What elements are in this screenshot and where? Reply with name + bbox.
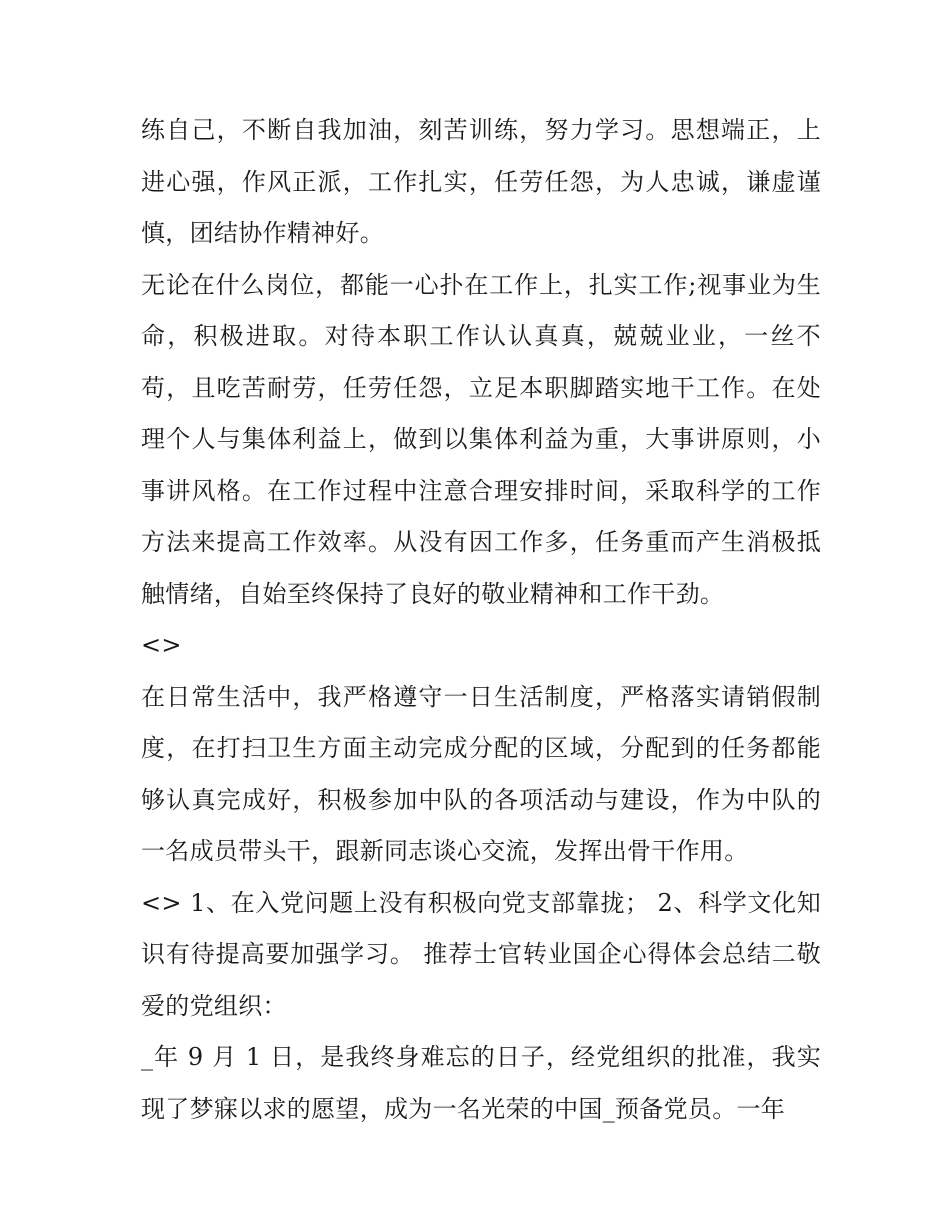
- paragraph-1: 练自己，不断自我加油，刻苦训练，努力学习。思想端正，上进心强，作风正派，工作扎实，任劳任怨，为人忠诚，谦虚谨慎，团结协作精神好。: [141, 116, 821, 247]
- paragraph-2: 无论在什么岗位，都能一心扑在工作上，扎实工作;视事业为生命，积极进取。对待本职工作认认真真，兢兢业业，一丝不苟，且吃苦耐劳，任劳任怨，立足本职脚踏实地干工作。在处理个人与集体利益上，做到以集体利益为重，大事讲原则，小事讲风格。在工作过程中注意合理安排时间，采取科学的工作方法来提高工作效率。从没有因工作多，任务重而产生消极抵触情绪，自始至终保持了良好的敬业精神和工作干劲。: [141, 270, 821, 608]
- paragraph-6: _年 9 月 1 日，是我终身难忘的日子，经党组织的批准，我实现了梦寐以求的愿望，成为一名光荣的中国_预备党员。一年: [141, 1043, 821, 1123]
- paragraph-4: 在日常生活中，我严格遵守一日生活制度，严格落实请销假制度，在打扫卫生方面主动完成分配的区域，分配到的任务都能够认真完成好，积极参加中队的各项活动与建设，作为中队的一名成员带头干，跟新同志谈心交流，发挥出骨干作用。: [141, 682, 821, 865]
- paragraph-3: <>: [141, 631, 182, 659]
- document-body: [141, 105, 821, 1135]
- paragraph-5: <> 1、在入党问题上没有积极向党支部靠拢； 2、科学文化知识有待提高要加强学习。 推荐士官转业国企心得体会总结二敬爱的党组织：: [141, 888, 821, 1020]
